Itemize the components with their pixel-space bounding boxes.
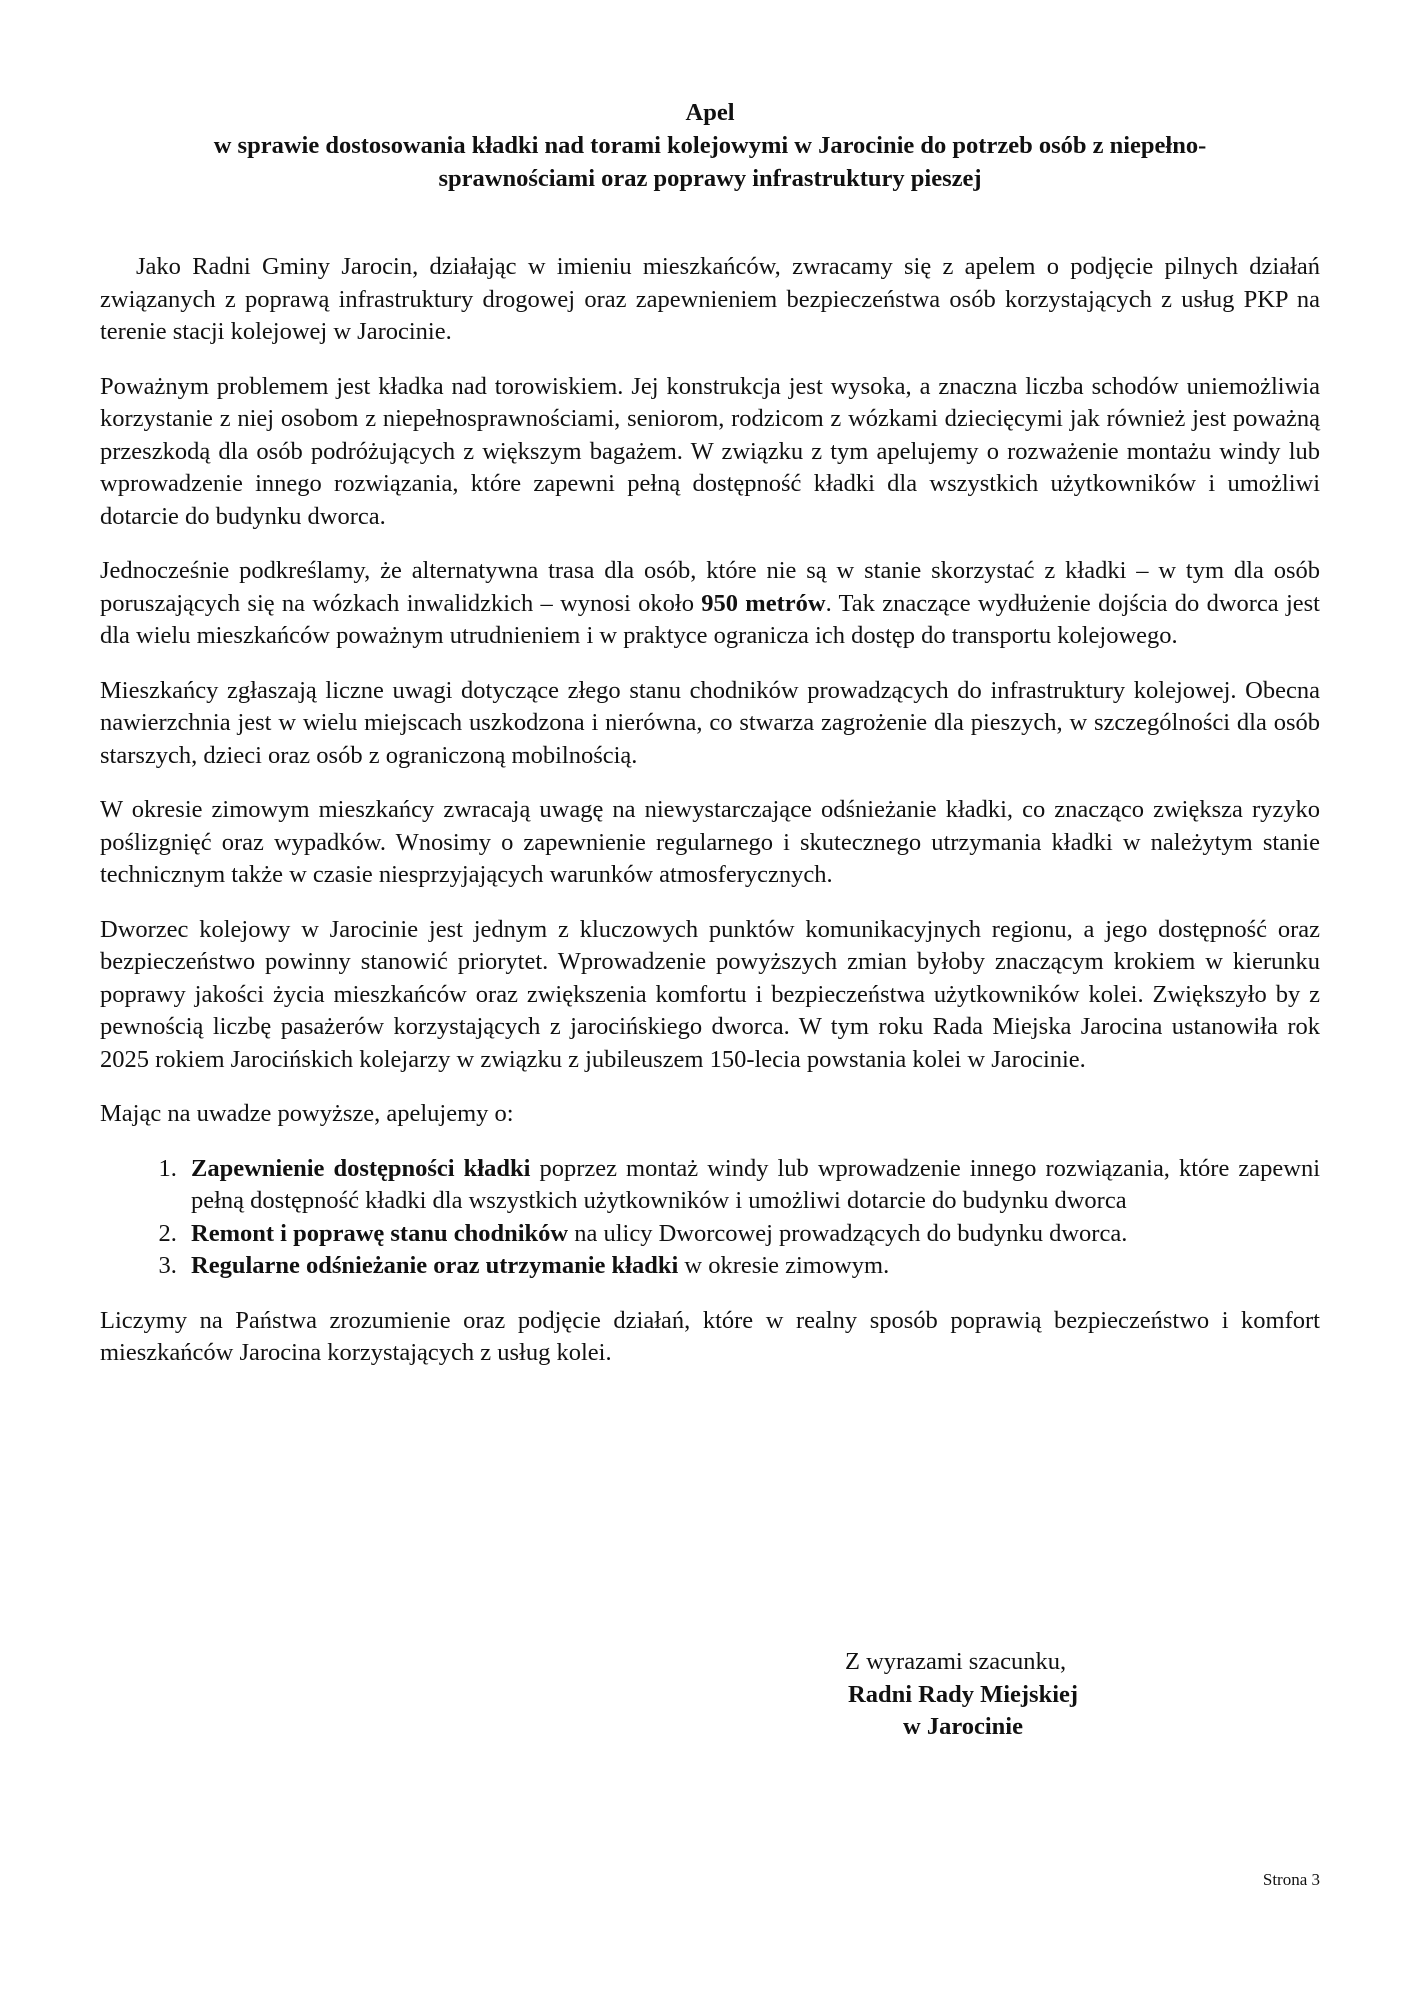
paragraph-alternative-route xyxy=(100,555,1320,653)
demand-item-text: na ulicy Dworcowej prowadzących do budynku dworca. xyxy=(568,1219,1128,1247)
title-line-subject-1: w sprawie dostosowania kładki nad torami kolejowymi w Jarocinie do potrzeb osób z niepełno- xyxy=(213,132,1207,159)
demand-item-title: Regularne odśnieżanie oraz utrzymanie kładki xyxy=(191,1252,679,1279)
signature-signatory: Radni Rady Miejskiej xyxy=(848,1680,1079,1708)
alt-route-text-after: . Tak znaczące wydłużenie dojścia do dworca jest dla wielu mieszkańców poważnym utrudnieniem i w praktyce ogranicza ich dostęp do transportu kolejowego. xyxy=(100,589,1320,649)
signature-block xyxy=(845,1646,1078,1744)
demand-item-text: w okresie zimowym. xyxy=(678,1252,890,1279)
title-line-apel: Apel xyxy=(685,99,735,126)
signature-location: w Jarocinie xyxy=(903,1713,1023,1740)
page-number: Strona 3 xyxy=(1262,1870,1320,1889)
demand-item-title: Zapewnienie dostępności kładki xyxy=(191,1154,531,1182)
paragraph-appeal-lead: Mając na uwadze powyższe, apelujemy o: xyxy=(100,1100,514,1127)
demand-item xyxy=(183,1153,1320,1218)
demands-list xyxy=(100,1153,1320,1283)
demand-item-title: Remont i poprawę stanu chodników xyxy=(191,1219,569,1247)
paragraph-sidewalks: Mieszkańcy zgłaszają liczne uwagi dotyczące złego stanu chodników prowadzących do infrastruktury kolejowej. Obecna nawierzchnia jest w wielu miejscach uszkodzona i nierówna, co stwarza zagrożenie dla pieszych, w szczególności dla osób starszych, dzieci oraz osób z ograniczoną mobilnością. xyxy=(100,676,1320,769)
title-line-subject-2: sprawnościami oraz poprawy infrastruktury pieszej xyxy=(438,165,982,192)
paragraph-winter: W okresie zimowym mieszkańcy zwracają uwagę na niewystarczające odśnieżanie kładki, co znacząco zwiększa ryzyko poślizgnięć oraz wypadków. Wnosimy o zapewnienie regularnego i skutecznego utrzymania kładki w należytym stanie technicznym także w czasie niesprzyjających warunków atmosferycznych. xyxy=(100,796,1320,888)
demand-item xyxy=(183,1250,1320,1283)
paragraph-footbridge-problem: Poważnym problemem jest kładka nad torowiskiem. Jej konstrukcja jest wysoka, a znaczna liczba schodów uniemożliwia korzystanie z niej osobom z niepełnosprawnościami, seniorom, rodzicom z wózkami dziecięcymi jak również jest poważną przeszkodą dla osób podróżujących z większym bagażem. W związku z tym apelujemy o rozważenie montażu windy lub wprowadzenie innego rozwiązania, które zapewni pełną dostępność kładki dla wszystkich użytkowników i umożliwi dotarcie do budynku dworca. xyxy=(100,372,1320,530)
demand-item xyxy=(183,1218,1320,1251)
demand-item-text: poprzez montaż windy lub wprowadzenie innego rozwiązania, które zapewni pełną dostępność kładki dla wszystkich użytkowników i umożliwi dotarcie do budynku dworca xyxy=(191,1154,1320,1214)
document-title xyxy=(100,96,1320,195)
alt-route-distance: 950 metrów xyxy=(701,589,826,617)
document-page xyxy=(100,96,1320,1392)
paragraph-closing: Liczymy na Państwa zrozumienie oraz podjęcie działań, które w realny sposób poprawią bezpieczeństwo i komfort mieszkańców Jarocina korzystających z usług kolei. xyxy=(100,1306,1320,1366)
paragraph-intro: Jako Radni Gminy Jarocin, działając w imieniu mieszkańców, zwracamy się z apelem o podjęcie pilnych działań związanych z poprawą infrastruktury drogowej oraz zapewnieniem bezpieczeństwa osób korzystających z usług PKP na terenie stacji kolejowej w Jarocinie. xyxy=(100,253,1320,345)
alt-route-text-before: Jednocześnie podkreślamy, że alternatywna trasa dla osób, które nie są w stanie skorzystać z kładki – w tym dla osób poruszających się na wózkach inwalidzkich – wynosi około xyxy=(100,557,1320,617)
paragraph-station-importance: Dworzec kolejowy w Jarocinie jest jednym z kluczowych punktów komunikacyjnych regionu, a jego dostępność oraz bezpieczeństwo powinny stanowić priorytet. Wprowadzenie powyższych zmian byłoby znaczącym krokiem w kierunku poprawy jakości życia mieszkańców oraz zwiększenia komfortu i bezpieczeństwa użytkowników kolei. Zwiększyło by z pewnością liczbę pasażerów korzystających z jarocińskiego dworca. W tym roku Rada Miejska Jarocina ustanowiła rok 2025 rokiem Jarocińskich kolejarzy w związku z jubileuszem 150-lecia powstania kolei w Jarocinie. xyxy=(100,915,1320,1073)
signature-greeting: Z wyrazami szacunku, xyxy=(845,1648,1067,1675)
